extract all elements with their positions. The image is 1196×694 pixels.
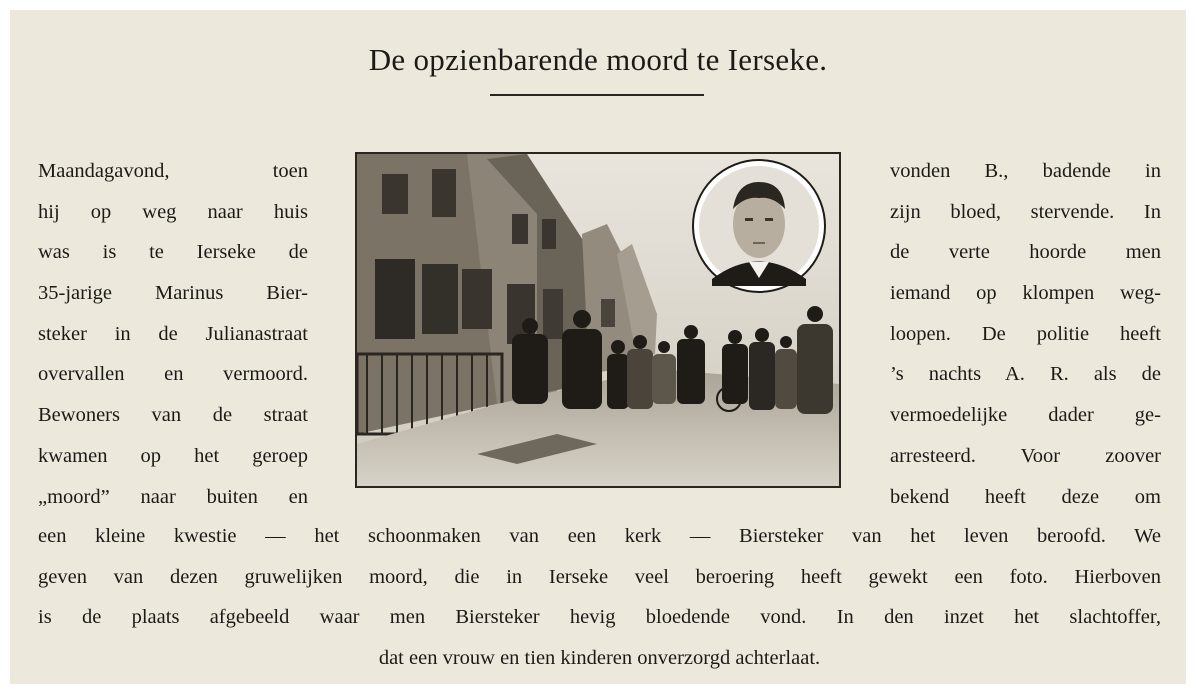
text-line: loopen. De politie heeft xyxy=(890,322,1161,345)
article-title: De opzienbarende moord te Ierseke. xyxy=(368,42,828,77)
text-line: dat een vrouw en tien kinderen onverzorgd achterlaat. xyxy=(378,647,821,670)
text-line: hij op weg naar huis xyxy=(38,200,308,223)
text-line: steker in de Julianastraat xyxy=(38,322,308,345)
text-line: 35-jarige Marinus Bier- xyxy=(38,282,308,305)
left-column xyxy=(38,151,308,517)
text-line: was is te Ierseke de xyxy=(38,241,308,264)
full-width-paragraph xyxy=(38,516,1161,679)
street-photo xyxy=(355,152,841,488)
text-line: vonden B., badende in xyxy=(890,160,1161,182)
text-line: iemand op klompen weg- xyxy=(890,282,1161,305)
text-line: arresteerd. Voor zoover xyxy=(890,444,1161,467)
right-column xyxy=(890,151,1161,517)
text-line: ’s nachts A. R. als de xyxy=(890,363,1161,386)
text-line: Bewoners van de straat xyxy=(38,404,308,427)
title-divider xyxy=(490,94,704,96)
text-line: zijn bloed, stervende. In xyxy=(890,200,1161,223)
text-line: de verte hoorde men xyxy=(890,241,1161,264)
text-line: kwamen op het geroep xyxy=(38,444,308,467)
text-line: overvallen en vermoord. xyxy=(38,363,308,386)
text-line: is de plaats afgebeeld waar men Biersteker hevig bloedende vond. In den inzet het slachtoffer, xyxy=(38,606,1161,629)
text-line: bekend heeft deze om xyxy=(890,485,1161,508)
text-line: Maandagavond, toen xyxy=(38,160,308,182)
text-line: „moord” naar buiten en xyxy=(38,485,308,508)
text-line: vermoedelijke dader ge- xyxy=(890,404,1161,427)
newspaper-page xyxy=(10,10,1186,684)
text-line: geven van dezen gruwelijken moord, die in Ierseke veel beroering heeft gewekt een foto. Hierboven xyxy=(38,565,1161,588)
text-line: een kleine kwestie — het schoonmaken van een kerk — Biersteker van het leven beroofd. We xyxy=(38,525,1161,547)
